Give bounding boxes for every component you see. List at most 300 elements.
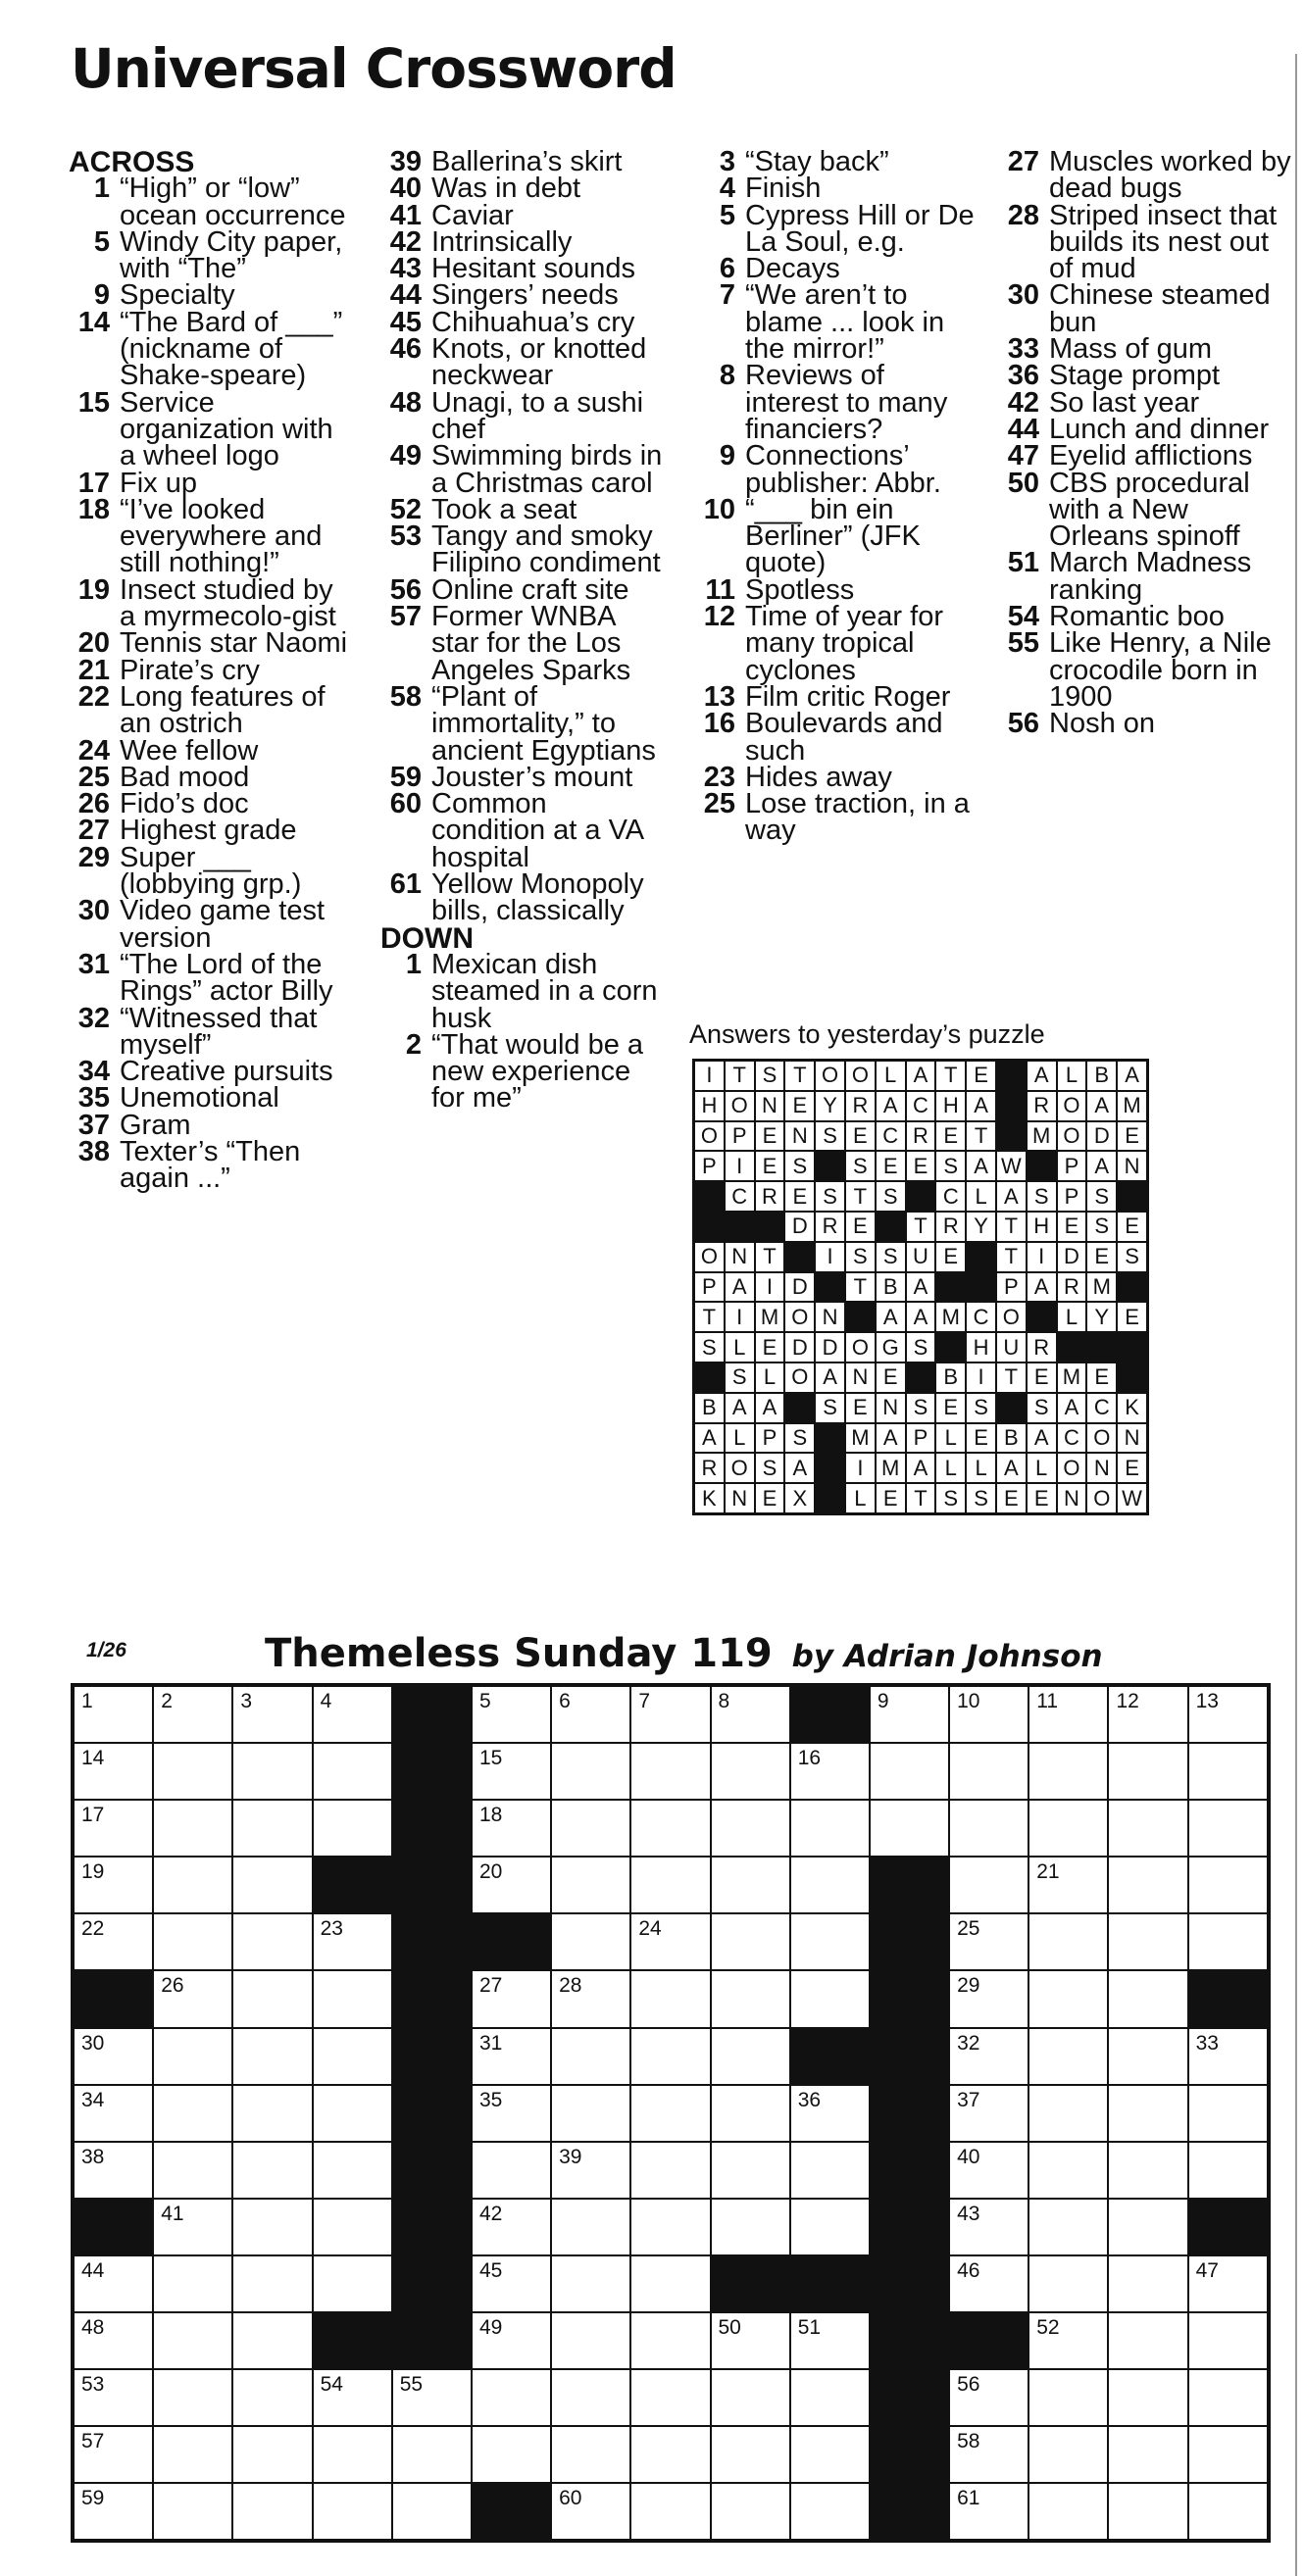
answer-black-square xyxy=(755,1212,785,1242)
grid-cell[interactable] xyxy=(551,2369,630,2426)
grid-cell[interactable] xyxy=(392,2369,472,2426)
grid-cell[interactable] xyxy=(551,1913,630,1970)
grid-cell[interactable] xyxy=(711,1913,790,1970)
grid-cell[interactable] xyxy=(313,2085,392,2142)
grid-cell[interactable] xyxy=(1028,2312,1108,2369)
clue-item xyxy=(694,146,978,177)
grid-cell[interactable] xyxy=(1188,2085,1268,2142)
answer-cell: D xyxy=(815,1332,845,1362)
grid-cell[interactable] xyxy=(551,1970,630,2027)
grid-cell[interactable] xyxy=(711,1743,790,1800)
black-square xyxy=(1188,2199,1268,2255)
grid-cell[interactable] xyxy=(1028,2085,1108,2142)
grid-cell[interactable] xyxy=(232,1800,312,1857)
grid-cell[interactable] xyxy=(790,1743,870,1800)
clue-text: Fix up xyxy=(120,467,197,499)
clue-text: Former WNBA star for the Los Angeles Sparks xyxy=(431,601,631,686)
grid-cell[interactable] xyxy=(949,2426,1028,2483)
black-square xyxy=(870,2369,949,2426)
grid-cell[interactable] xyxy=(630,1857,710,1913)
grid-cell[interactable] xyxy=(1188,2312,1268,2369)
grid-cell[interactable] xyxy=(711,2426,790,2483)
grid-cell[interactable] xyxy=(232,1857,312,1913)
grid-cell[interactable] xyxy=(790,2483,870,2540)
answer-cell: E xyxy=(935,1242,966,1272)
grid-cell[interactable] xyxy=(1108,2028,1187,2085)
grid-cell[interactable] xyxy=(711,1857,790,1913)
clue-text: Intrinsically xyxy=(431,225,573,258)
grid-cell[interactable] xyxy=(232,1743,312,1800)
grid-cell[interactable] xyxy=(1028,1800,1108,1857)
grid-cell[interactable] xyxy=(790,2142,870,2199)
cell-number: 23 xyxy=(320,1917,343,1941)
clue-column-2 xyxy=(380,146,665,1115)
grid-cell[interactable] xyxy=(313,1970,392,2027)
grid-cell[interactable] xyxy=(153,2199,232,2255)
grid-cell[interactable] xyxy=(630,2426,710,2483)
grid-cell[interactable] xyxy=(313,2369,392,2426)
grid-cell[interactable] xyxy=(1108,2085,1187,2142)
clue-number: 50 xyxy=(1007,467,1039,499)
grid-cell[interactable] xyxy=(630,2085,710,2142)
answer-cell: L xyxy=(1057,1061,1087,1091)
grid-cell[interactable] xyxy=(630,1970,710,2027)
answer-black-square xyxy=(815,1423,845,1454)
grid-cell[interactable] xyxy=(630,2369,710,2426)
grid-cell[interactable] xyxy=(232,2142,312,2199)
clue-item xyxy=(998,146,1292,205)
grid-cell[interactable] xyxy=(74,2255,153,2312)
grid-cell[interactable] xyxy=(1188,2426,1268,2483)
answer-black-square xyxy=(1057,1332,1087,1362)
answer-cell: E xyxy=(845,1121,876,1152)
black-square xyxy=(711,2255,790,2312)
grid-cell[interactable] xyxy=(790,2426,870,2483)
grid-cell[interactable] xyxy=(949,2028,1028,2085)
grid-cell[interactable] xyxy=(1028,2483,1108,2540)
grid-cell[interactable] xyxy=(711,2028,790,2085)
grid-cell[interactable] xyxy=(153,1857,232,1913)
answer-cell: A xyxy=(784,1453,815,1483)
grid-cell[interactable] xyxy=(790,2085,870,2142)
grid-cell[interactable] xyxy=(472,2085,551,2142)
grid-cell[interactable] xyxy=(1188,1800,1268,1857)
grid-cell[interactable] xyxy=(232,2085,312,2142)
clue-item xyxy=(69,895,353,954)
grid-cell[interactable] xyxy=(232,2199,312,2255)
grid-cell[interactable] xyxy=(551,1857,630,1913)
black-square xyxy=(313,2312,392,2369)
answer-black-square xyxy=(1027,1151,1057,1181)
cell-number: 54 xyxy=(320,2373,343,2397)
grid-cell[interactable] xyxy=(1108,2369,1187,2426)
black-square xyxy=(870,2085,949,2142)
grid-cell[interactable] xyxy=(74,2085,153,2142)
answer-cell: C xyxy=(876,1121,906,1152)
grid-cell[interactable] xyxy=(74,2369,153,2426)
grid-cell[interactable] xyxy=(949,2369,1028,2426)
clue-text: Boulevards and such xyxy=(745,708,943,767)
grid-cell[interactable] xyxy=(790,2199,870,2255)
grid-cell[interactable] xyxy=(630,2312,710,2369)
grid-cell[interactable] xyxy=(74,2028,153,2085)
grid-cell[interactable] xyxy=(1108,1800,1187,1857)
grid-cell[interactable] xyxy=(1188,2255,1268,2312)
black-square xyxy=(870,1970,949,2027)
cell-number: 3 xyxy=(240,1690,253,1712)
answer-cell: E xyxy=(1027,1362,1057,1393)
grid-cell[interactable] xyxy=(630,1686,710,1743)
cell-number: 59 xyxy=(81,2487,105,2510)
clue-number: 21 xyxy=(77,654,110,686)
grid-cell[interactable] xyxy=(1188,1913,1268,1970)
black-square xyxy=(392,2312,472,2369)
grid-cell[interactable] xyxy=(949,1970,1028,2027)
grid-cell[interactable] xyxy=(153,2483,232,2540)
grid-cell[interactable] xyxy=(630,2199,710,2255)
grid-cell[interactable] xyxy=(74,1857,153,1913)
grid-cell[interactable] xyxy=(392,2483,472,2540)
grid-cell[interactable] xyxy=(870,1743,949,1800)
grid-cell[interactable] xyxy=(711,1970,790,2027)
grid-cell[interactable] xyxy=(1108,1743,1187,1800)
answer-cell: E xyxy=(876,1483,906,1513)
clue-number: 16 xyxy=(703,708,735,740)
grid-cell[interactable] xyxy=(551,1686,630,1743)
clue-column-4 xyxy=(998,146,1292,740)
clue-item xyxy=(694,573,978,606)
clue-text: Striped insect that builds its nest out of mud xyxy=(1049,199,1278,285)
clue-text: Unagi, to a sushi chef xyxy=(431,386,644,445)
cell-number: 29 xyxy=(957,1974,980,1998)
grid-cell[interactable] xyxy=(313,2199,392,2255)
clue-text: Lunch and dinner xyxy=(1049,413,1270,445)
answer-black-square xyxy=(1117,1362,1147,1393)
grid-cell[interactable] xyxy=(153,2369,232,2426)
cell-number: 1 xyxy=(81,1690,93,1712)
grid-cell[interactable] xyxy=(630,1913,710,1970)
grid-cell[interactable] xyxy=(472,1857,551,1913)
clue-text: Jouster’s mount xyxy=(431,761,633,793)
clue-item xyxy=(998,360,1292,392)
grid-cell[interactable] xyxy=(472,2426,551,2483)
grid-cell[interactable] xyxy=(1188,1743,1268,1800)
grid-cell[interactable] xyxy=(153,1743,232,1800)
grid-cell[interactable] xyxy=(1028,1857,1108,1913)
grid-cell[interactable] xyxy=(1028,1686,1108,1743)
cell-number: 38 xyxy=(81,2145,105,2168)
grid-cell[interactable] xyxy=(153,2426,232,2483)
answer-cell: S xyxy=(1027,1181,1057,1212)
grid-cell[interactable] xyxy=(949,1686,1028,1743)
clue-number: 38 xyxy=(77,1135,110,1167)
clue-item xyxy=(380,279,665,312)
answer-cell: E xyxy=(996,1483,1027,1513)
grid-cell[interactable] xyxy=(790,1913,870,1970)
puzzle-grid xyxy=(71,1683,1271,2543)
grid-cell[interactable] xyxy=(74,1743,153,1800)
answer-cell: E xyxy=(1057,1212,1087,1242)
grid-cell[interactable] xyxy=(74,1800,153,1857)
grid-cell[interactable] xyxy=(711,2085,790,2142)
grid-cell[interactable] xyxy=(1028,2142,1108,2199)
grid-cell[interactable] xyxy=(313,2142,392,2199)
clue-item xyxy=(694,680,978,713)
black-square xyxy=(870,2483,949,2540)
answer-cell: Y xyxy=(1086,1302,1117,1332)
grid-cell[interactable] xyxy=(153,1913,232,1970)
grid-cell[interactable] xyxy=(1108,1857,1187,1913)
grid-cell[interactable] xyxy=(1188,1686,1268,1743)
grid-cell[interactable] xyxy=(74,1686,153,1743)
grid-cell[interactable] xyxy=(153,1686,232,1743)
grid-cell[interactable] xyxy=(1028,1970,1108,2027)
grid-cell[interactable] xyxy=(551,2255,630,2312)
grid-cell[interactable] xyxy=(153,1970,232,2027)
grid-cell[interactable] xyxy=(472,1686,551,1743)
grid-cell[interactable] xyxy=(949,1800,1028,1857)
clue-item xyxy=(380,146,665,177)
grid-cell[interactable] xyxy=(74,1913,153,1970)
grid-cell[interactable] xyxy=(472,2142,551,2199)
answer-black-square xyxy=(694,1362,725,1393)
grid-cell[interactable] xyxy=(232,1686,312,1743)
grid-cell[interactable] xyxy=(232,1970,312,2027)
grid-cell[interactable] xyxy=(711,2483,790,2540)
clue-number: 41 xyxy=(389,199,422,231)
clue-text: Nosh on xyxy=(1049,708,1156,740)
answer-cell: E xyxy=(1117,1212,1147,1242)
clue-item xyxy=(69,627,353,660)
grid-cell[interactable] xyxy=(630,2483,710,2540)
clue-text: Online craft site xyxy=(431,573,629,606)
grid-cell[interactable] xyxy=(790,1800,870,1857)
grid-cell[interactable] xyxy=(313,1743,392,1800)
grid-cell[interactable] xyxy=(949,2085,1028,2142)
black-square xyxy=(870,1913,949,1970)
grid-cell[interactable] xyxy=(711,2142,790,2199)
grid-cell[interactable] xyxy=(1028,2199,1108,2255)
answer-cell: N xyxy=(755,1091,785,1121)
grid-cell[interactable] xyxy=(711,1800,790,1857)
clue-number: 51 xyxy=(1007,547,1039,579)
grid-cell[interactable] xyxy=(949,1743,1028,1800)
clue-number: 30 xyxy=(77,895,110,927)
grid-cell[interactable] xyxy=(790,1857,870,1913)
grid-cell[interactable] xyxy=(74,2142,153,2199)
grid-cell[interactable] xyxy=(1188,2028,1268,2085)
grid-cell[interactable] xyxy=(1108,1970,1187,2027)
grid-cell[interactable] xyxy=(313,1913,392,1970)
grid-cell[interactable] xyxy=(711,1686,790,1743)
grid-cell[interactable] xyxy=(313,1800,392,1857)
answer-cell: A xyxy=(996,1453,1027,1483)
clue-number: 46 xyxy=(389,333,422,366)
cell-number: 25 xyxy=(957,1917,980,1941)
answer-cell: S xyxy=(966,1483,996,1513)
grid-cell[interactable] xyxy=(949,1857,1028,1913)
grid-cell[interactable] xyxy=(472,2312,551,2369)
grid-cell[interactable] xyxy=(1028,1743,1108,1800)
cell-number: 22 xyxy=(81,1917,105,1941)
grid-cell[interactable] xyxy=(1108,2312,1187,2369)
cell-number: 41 xyxy=(161,2202,184,2225)
clue-number: 12 xyxy=(703,601,735,633)
answer-black-square xyxy=(996,1121,1027,1152)
grid-cell[interactable] xyxy=(74,2483,153,2540)
grid-cell[interactable] xyxy=(472,2028,551,2085)
clue-number: 39 xyxy=(389,146,422,177)
grid-cell[interactable] xyxy=(551,2085,630,2142)
answer-cell: A xyxy=(906,1302,936,1332)
grid-cell[interactable] xyxy=(472,2369,551,2426)
clue-number: 44 xyxy=(1007,413,1039,445)
grid-cell[interactable] xyxy=(232,2255,312,2312)
grid-cell[interactable] xyxy=(1028,1913,1108,1970)
grid-cell[interactable] xyxy=(153,2028,232,2085)
grid-cell[interactable] xyxy=(153,2312,232,2369)
answer-cell: E xyxy=(876,1362,906,1393)
clue-number: 47 xyxy=(1007,440,1039,472)
cell-number: 6 xyxy=(559,1690,571,1712)
grid-cell[interactable] xyxy=(1188,2483,1268,2540)
grid-cell[interactable] xyxy=(551,2142,630,2199)
clue-text: Hesitant sounds xyxy=(431,253,635,285)
grid-cell[interactable] xyxy=(551,1800,630,1857)
grid-cell[interactable] xyxy=(551,2199,630,2255)
answer-cell: M xyxy=(1086,1272,1117,1303)
clue-number: 8 xyxy=(719,360,735,392)
grid-cell[interactable] xyxy=(1028,2426,1108,2483)
grid-cell[interactable] xyxy=(472,2255,551,2312)
answer-cell: S xyxy=(935,1483,966,1513)
grid-cell[interactable] xyxy=(949,2199,1028,2255)
black-square xyxy=(313,1857,392,1913)
grid-cell[interactable] xyxy=(1188,1857,1268,1913)
grid-cell[interactable] xyxy=(153,2255,232,2312)
cell-number: 20 xyxy=(478,1860,503,1884)
answer-cell: E xyxy=(755,1121,785,1152)
grid-cell[interactable] xyxy=(949,2483,1028,2540)
grid-cell[interactable] xyxy=(232,2426,312,2483)
grid-cell[interactable] xyxy=(1108,2142,1187,2199)
clue-item xyxy=(380,306,665,338)
grid-cell[interactable] xyxy=(949,1913,1028,1970)
grid-cell[interactable] xyxy=(392,2426,472,2483)
grid-cell[interactable] xyxy=(472,1970,551,2027)
grid-cell[interactable] xyxy=(472,2199,551,2255)
grid-cell[interactable] xyxy=(949,2142,1028,2199)
grid-cell[interactable] xyxy=(1108,2255,1187,2312)
grid-cell[interactable] xyxy=(313,2426,392,2483)
answer-black-square xyxy=(996,1061,1027,1091)
grid-cell[interactable] xyxy=(551,2483,630,2540)
grid-cell[interactable] xyxy=(630,2255,710,2312)
grid-cell[interactable] xyxy=(1108,1913,1187,1970)
grid-cell[interactable] xyxy=(790,2369,870,2426)
grid-cell[interactable] xyxy=(472,1743,551,1800)
cell-number: 24 xyxy=(638,1917,662,1941)
grid-cell[interactable] xyxy=(711,2312,790,2369)
grid-cell[interactable] xyxy=(313,2483,392,2540)
cell-number: 48 xyxy=(81,2316,105,2340)
grid-cell[interactable] xyxy=(232,2028,312,2085)
black-square xyxy=(392,1913,472,1970)
grid-cell[interactable] xyxy=(630,1800,710,1857)
clue-text: “That would be a new experience for me” xyxy=(431,1028,644,1115)
grid-cell[interactable] xyxy=(1028,2255,1108,2312)
grid-cell[interactable] xyxy=(74,2426,153,2483)
grid-cell[interactable] xyxy=(1028,2028,1108,2085)
clue-number: 35 xyxy=(77,1082,110,1115)
grid-cell[interactable] xyxy=(232,1913,312,1970)
grid-cell[interactable] xyxy=(313,2028,392,2085)
answer-cell: S xyxy=(906,1332,936,1362)
black-square xyxy=(870,2199,949,2255)
grid-cell[interactable] xyxy=(870,1686,949,1743)
grid-cell[interactable] xyxy=(949,2255,1028,2312)
grid-cell[interactable] xyxy=(1108,2199,1187,2255)
grid-cell[interactable] xyxy=(551,1743,630,1800)
grid-cell[interactable] xyxy=(1108,2483,1187,2540)
grid-cell[interactable] xyxy=(313,1686,392,1743)
answer-cell: I xyxy=(755,1272,785,1303)
clue-number: 34 xyxy=(77,1056,110,1088)
cell-number: 40 xyxy=(957,2145,980,2168)
grid-cell[interactable] xyxy=(630,1743,710,1800)
clue-item xyxy=(694,360,978,445)
grid-cell[interactable] xyxy=(1108,1686,1187,1743)
clue-number: 36 xyxy=(1007,360,1039,392)
cell-number: 35 xyxy=(478,2088,503,2111)
grid-cell[interactable] xyxy=(1108,2426,1187,2483)
clue-number: 42 xyxy=(1007,386,1039,419)
grid-cell[interactable] xyxy=(472,1800,551,1857)
grid-cell[interactable] xyxy=(1188,2369,1268,2426)
clue-text: Pirate’s cry xyxy=(120,654,260,686)
grid-cell[interactable] xyxy=(790,1970,870,2027)
clue-text: Mass of gum xyxy=(1049,333,1212,366)
cell-number: 36 xyxy=(797,2088,822,2111)
grid-cell[interactable] xyxy=(1188,2142,1268,2199)
grid-cell[interactable] xyxy=(74,2312,153,2369)
answer-cell: O xyxy=(815,1061,845,1091)
grid-cell[interactable] xyxy=(153,2142,232,2199)
answer-cell: E xyxy=(1117,1121,1147,1152)
grid-cell[interactable] xyxy=(711,2199,790,2255)
grid-cell[interactable] xyxy=(232,2312,312,2369)
grid-cell[interactable] xyxy=(630,2142,710,2199)
grid-cell[interactable] xyxy=(313,2255,392,2312)
grid-cell[interactable] xyxy=(790,2312,870,2369)
grid-cell[interactable] xyxy=(232,2369,312,2426)
grid-cell[interactable] xyxy=(1028,2369,1108,2426)
clue-number: 43 xyxy=(389,253,422,285)
grid-cell[interactable] xyxy=(153,1800,232,1857)
answer-cell: M xyxy=(1057,1362,1087,1393)
grid-cell[interactable] xyxy=(153,2085,232,2142)
grid-cell[interactable] xyxy=(551,2312,630,2369)
grid-cell[interactable] xyxy=(232,2483,312,2540)
grid-cell[interactable] xyxy=(551,2426,630,2483)
grid-cell[interactable] xyxy=(630,2028,710,2085)
grid-cell[interactable] xyxy=(551,2028,630,2085)
answer-cell: P xyxy=(755,1423,785,1454)
answer-cell: A xyxy=(1027,1272,1057,1303)
clue-number: 42 xyxy=(389,225,422,258)
grid-cell[interactable] xyxy=(870,1800,949,1857)
grid-cell[interactable] xyxy=(711,2369,790,2426)
